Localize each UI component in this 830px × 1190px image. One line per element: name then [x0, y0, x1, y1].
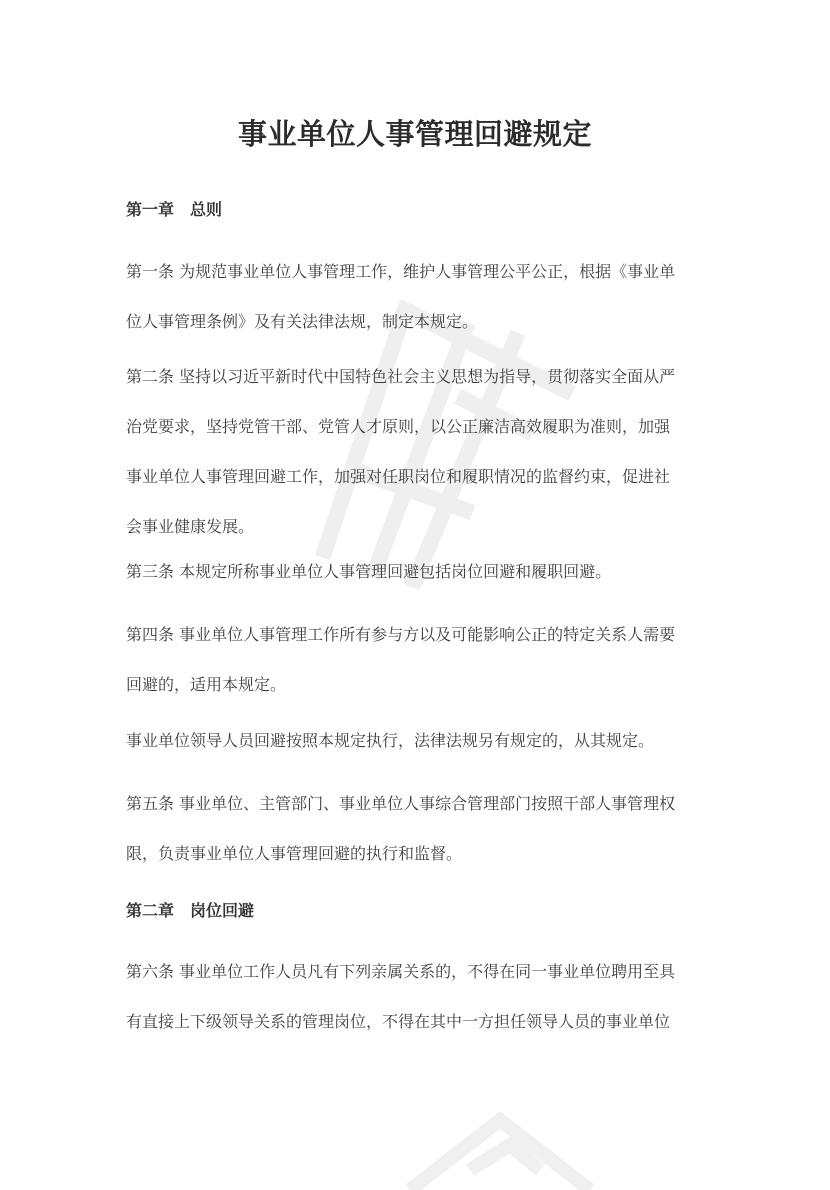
paragraph-line: 事业单位人事管理回避工作，加强对任职岗位和履职情况的监督约束，促进社 — [126, 467, 671, 486]
paragraph-line: 回避的，适用本规定。 — [126, 675, 287, 694]
article-4-paragraph — [126, 610, 716, 710]
paragraph-line: 第四条 事业单位人事管理工作所有参与方以及可能影响公正的特定关系人需要 — [126, 625, 676, 644]
paragraph-line: 位人事管理条例》及有关法律法规，制定本规定。 — [126, 312, 479, 331]
paragraph-line: 治党要求，坚持党管干部、党管人才原则，以公正廉洁高效履职为准则，加强 — [126, 417, 671, 436]
document-title: 事业单位人事管理回避规定 — [237, 117, 592, 151]
article-3-paragraph — [126, 547, 716, 597]
article-1-paragraph — [126, 247, 716, 347]
article-5-paragraph — [126, 779, 716, 879]
paragraph-line: 第三条 本规定所称事业单位人事管理回避包括岗位回避和履职回避。 — [126, 562, 612, 581]
article-6-paragraph — [126, 947, 716, 1047]
paragraph-line: 限，负责事业单位人事管理回避的执行和监督。 — [126, 844, 463, 863]
paragraph-line: 第五条 事业单位、主管部门、事业单位人事综合管理部门按照干部人事管理权 — [126, 794, 676, 813]
article-2-paragraph — [126, 352, 716, 552]
paragraph-line: 第一条 为规范事业单位人事管理工作，维护人事管理公平公正，根据《事业单 — [126, 262, 676, 281]
paragraph-line: 事业单位领导人员回避按照本规定执行，法律法规另有规定的，从其规定。 — [126, 731, 655, 750]
paragraph-line: 有直接上下级领导关系的管理岗位，不得在其中一方担任领导人员的事业单位 — [126, 1012, 671, 1031]
paragraph-line: 会事业健康发展。 — [126, 517, 255, 536]
paragraph-line: 第二条 坚持以习近平新时代中国特色社会主义思想为指导，贯彻落实全面从严 — [126, 367, 676, 386]
paragraph-line: 第六条 事业单位工作人员凡有下列亲属关系的，不得在同一事业单位聘用至具 — [126, 962, 676, 981]
chapter-heading-2: 第二章 岗位回避 — [126, 901, 255, 920]
article-4-supplement-paragraph — [126, 716, 716, 766]
chapter-heading-1: 第一章 总则 — [126, 200, 223, 219]
